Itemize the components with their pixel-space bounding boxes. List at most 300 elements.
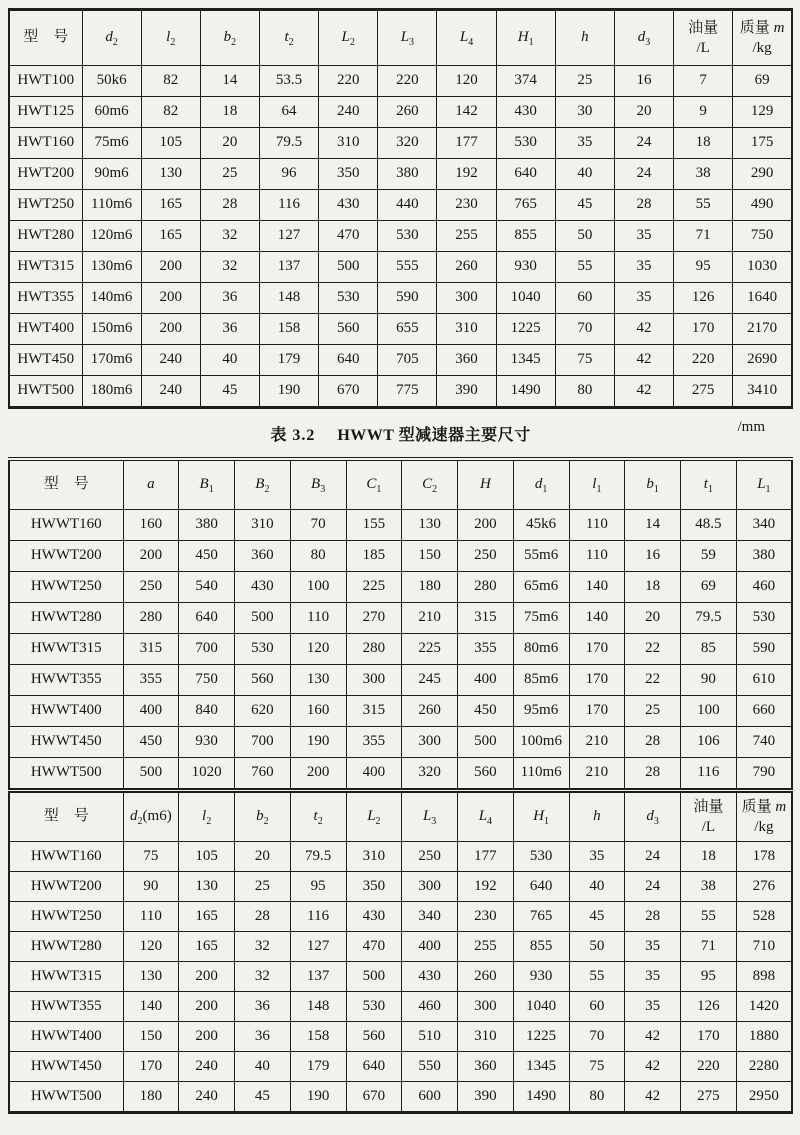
value-cell: 1640 — [733, 283, 792, 314]
value-cell: 75 — [123, 842, 179, 872]
value-cell: 710 — [736, 932, 792, 962]
value-cell: 200 — [290, 758, 346, 791]
value-cell: 127 — [290, 932, 346, 962]
value-cell: 96 — [259, 159, 318, 190]
table-row — [9, 510, 792, 541]
value-cell: 190 — [290, 727, 346, 758]
value-cell: 165 — [141, 221, 200, 252]
value-cell: 80 — [290, 541, 346, 572]
value-cell: 25 — [555, 66, 614, 97]
value-cell: 36 — [200, 283, 259, 314]
value-cell: 280 — [346, 634, 402, 665]
value-cell: 930 — [513, 962, 569, 992]
column-header: $L_3$ — [402, 791, 458, 842]
value-cell: 120 — [123, 932, 179, 962]
value-cell: 55 — [569, 962, 625, 992]
table-row — [9, 758, 792, 791]
value-cell: 290 — [733, 159, 792, 190]
value-cell: 1225 — [496, 314, 555, 345]
value-cell: 40 — [569, 872, 625, 902]
value-cell: 1030 — [733, 252, 792, 283]
value-cell: 170 — [569, 665, 625, 696]
value-cell: 24 — [625, 842, 681, 872]
value-cell: 79.5 — [259, 128, 318, 159]
table-row — [9, 221, 792, 252]
value-cell: 28 — [235, 902, 291, 932]
column-header: $d_2$ — [82, 10, 141, 66]
value-cell: 2690 — [733, 345, 792, 376]
value-cell: 310 — [437, 314, 496, 345]
value-cell: 1880 — [736, 1022, 792, 1052]
value-cell: 200 — [141, 252, 200, 283]
value-cell: 430 — [319, 190, 378, 221]
value-cell: 200 — [179, 992, 235, 1022]
value-cell: 35 — [614, 221, 673, 252]
value-cell: 190 — [259, 376, 318, 408]
value-cell: 55 — [674, 190, 733, 221]
model-cell: HWWT400 — [9, 696, 123, 727]
model-cell: HWWT500 — [9, 1082, 123, 1113]
value-cell: 126 — [674, 283, 733, 314]
value-cell: 660 — [736, 696, 792, 727]
model-cell: HWT400 — [9, 314, 82, 345]
value-cell: 160 — [290, 696, 346, 727]
hwt-dimension-table — [8, 8, 793, 409]
hwwt-section-b-header-row — [9, 791, 792, 842]
value-cell: 560 — [235, 665, 291, 696]
value-cell: 500 — [346, 962, 402, 992]
value-cell: 165 — [141, 190, 200, 221]
value-cell: 470 — [346, 932, 402, 962]
value-cell: 360 — [437, 345, 496, 376]
model-cell: HWT200 — [9, 159, 82, 190]
value-cell: 192 — [458, 872, 514, 902]
value-cell: 300 — [402, 872, 458, 902]
value-cell: 200 — [141, 283, 200, 314]
value-cell: 150m6 — [82, 314, 141, 345]
column-header: $b_2$ — [200, 10, 259, 66]
value-cell: 177 — [458, 842, 514, 872]
value-cell: 28 — [625, 758, 681, 791]
value-cell: 100 — [290, 572, 346, 603]
value-cell: 760 — [235, 758, 291, 791]
value-cell: 7 — [674, 66, 733, 97]
value-cell: 158 — [290, 1022, 346, 1052]
value-cell: 310 — [346, 842, 402, 872]
table-row — [9, 603, 792, 634]
column-header: $L_4$ — [458, 791, 514, 842]
value-cell: 750 — [733, 221, 792, 252]
value-cell: 450 — [179, 541, 235, 572]
value-cell: 129 — [733, 97, 792, 128]
value-cell: 500 — [319, 252, 378, 283]
value-cell: 315 — [123, 634, 179, 665]
value-cell: 350 — [319, 159, 378, 190]
column-header: $d_3$ — [625, 791, 681, 842]
value-cell: 170 — [569, 696, 625, 727]
value-cell: 700 — [235, 727, 291, 758]
model-cell: HWWT355 — [9, 992, 123, 1022]
value-cell: 18 — [681, 842, 737, 872]
value-cell: 300 — [402, 727, 458, 758]
value-cell: 95 — [681, 962, 737, 992]
value-cell: 95m6 — [513, 696, 569, 727]
value-cell: 79.5 — [290, 842, 346, 872]
value-cell: 790 — [736, 758, 792, 791]
value-cell: 105 — [141, 128, 200, 159]
value-cell: 170 — [674, 314, 733, 345]
value-cell: 255 — [458, 932, 514, 962]
value-cell: 110m6 — [82, 190, 141, 221]
value-cell: 640 — [496, 159, 555, 190]
value-cell: 38 — [674, 159, 733, 190]
value-cell: 150 — [123, 1022, 179, 1052]
value-cell: 50 — [555, 221, 614, 252]
value-cell: 82 — [141, 66, 200, 97]
value-cell: 90 — [123, 872, 179, 902]
column-header: 油量 /L — [674, 10, 733, 66]
value-cell: 24 — [625, 872, 681, 902]
value-cell: 140 — [123, 992, 179, 1022]
value-cell: 775 — [378, 376, 437, 408]
value-cell: 640 — [179, 603, 235, 634]
value-cell: 158 — [259, 314, 318, 345]
value-cell: 530 — [235, 634, 291, 665]
value-cell: 165 — [179, 902, 235, 932]
value-cell: 240 — [141, 345, 200, 376]
value-cell: 430 — [496, 97, 555, 128]
value-cell: 255 — [437, 221, 496, 252]
column-header: $B_3$ — [290, 459, 346, 510]
model-cell: HWT125 — [9, 97, 82, 128]
value-cell: 180m6 — [82, 376, 141, 408]
table-row — [9, 696, 792, 727]
value-cell: 75 — [569, 1052, 625, 1082]
value-cell: 155 — [346, 510, 402, 541]
value-cell: 300 — [458, 992, 514, 1022]
value-cell: 180 — [123, 1082, 179, 1113]
value-cell: 179 — [259, 345, 318, 376]
table-row — [9, 97, 792, 128]
value-cell: 490 — [733, 190, 792, 221]
value-cell: 160 — [123, 510, 179, 541]
value-cell: 60 — [555, 283, 614, 314]
value-cell: 36 — [235, 1022, 291, 1052]
value-cell: 3410 — [733, 376, 792, 408]
column-header: a — [123, 459, 179, 510]
table-row — [9, 283, 792, 314]
value-cell: 765 — [513, 902, 569, 932]
value-cell: 590 — [736, 634, 792, 665]
table-row — [9, 376, 792, 408]
model-cell: HWWT280 — [9, 603, 123, 634]
model-cell: HWT160 — [9, 128, 82, 159]
value-cell: 140m6 — [82, 283, 141, 314]
value-cell: 105 — [179, 842, 235, 872]
value-cell: 390 — [437, 376, 496, 408]
value-cell: 560 — [458, 758, 514, 791]
column-header: $B_2$ — [235, 459, 291, 510]
value-cell: 90m6 — [82, 159, 141, 190]
value-cell: 930 — [496, 252, 555, 283]
value-cell: 240 — [141, 376, 200, 408]
value-cell: 528 — [736, 902, 792, 932]
value-cell: 1490 — [513, 1082, 569, 1113]
value-cell: 32 — [235, 932, 291, 962]
value-cell: 80 — [555, 376, 614, 408]
value-cell: 275 — [681, 1082, 737, 1113]
value-cell: 45 — [200, 376, 259, 408]
value-cell: 640 — [346, 1052, 402, 1082]
value-cell: 18 — [625, 572, 681, 603]
value-cell: 40 — [235, 1052, 291, 1082]
value-cell: 148 — [259, 283, 318, 314]
value-cell: 150 — [402, 541, 458, 572]
value-cell: 95 — [674, 252, 733, 283]
value-cell: 42 — [614, 345, 673, 376]
column-header: 型 号 — [9, 459, 123, 510]
value-cell: 130 — [141, 159, 200, 190]
value-cell: 185 — [346, 541, 402, 572]
value-cell: 140 — [569, 603, 625, 634]
value-cell: 25 — [200, 159, 259, 190]
value-cell: 310 — [458, 1022, 514, 1052]
column-header: 型 号 — [9, 10, 82, 66]
value-cell: 380 — [378, 159, 437, 190]
table-row — [9, 1022, 792, 1052]
column-header: $L_4$ — [437, 10, 496, 66]
value-cell: 71 — [681, 932, 737, 962]
table-row — [9, 665, 792, 696]
value-cell: 200 — [179, 1022, 235, 1052]
value-cell: 170m6 — [82, 345, 141, 376]
value-cell: 70 — [569, 1022, 625, 1052]
value-cell: 14 — [200, 66, 259, 97]
model-cell: HWT315 — [9, 252, 82, 283]
table-row — [9, 992, 792, 1022]
value-cell: 260 — [378, 97, 437, 128]
value-cell: 120 — [290, 634, 346, 665]
column-header: $d_2(m6)$ — [123, 791, 179, 842]
value-cell: 355 — [346, 727, 402, 758]
model-cell: HWWT315 — [9, 962, 123, 992]
column-header: $L_2$ — [319, 10, 378, 66]
model-cell: HWT280 — [9, 221, 82, 252]
value-cell: 210 — [402, 603, 458, 634]
value-cell: 175 — [733, 128, 792, 159]
hwt-table-body — [9, 66, 792, 408]
model-cell: HWWT450 — [9, 1052, 123, 1082]
value-cell: 50k6 — [82, 66, 141, 97]
value-cell: 55 — [555, 252, 614, 283]
value-cell: 220 — [681, 1052, 737, 1082]
model-cell: HWWT500 — [9, 758, 123, 791]
value-cell: 300 — [346, 665, 402, 696]
value-cell: 85 — [681, 634, 737, 665]
value-cell: 28 — [200, 190, 259, 221]
value-cell: 130m6 — [82, 252, 141, 283]
value-cell: 1040 — [496, 283, 555, 314]
value-cell: 60m6 — [82, 97, 141, 128]
model-cell: HWWT250 — [9, 902, 123, 932]
value-cell: 250 — [402, 842, 458, 872]
value-cell: 38 — [681, 872, 737, 902]
value-cell: 390 — [458, 1082, 514, 1113]
value-cell: 1420 — [736, 992, 792, 1022]
value-cell: 130 — [123, 962, 179, 992]
value-cell: 20 — [200, 128, 259, 159]
value-cell: 53.5 — [259, 66, 318, 97]
value-cell: 200 — [458, 510, 514, 541]
hwwt-dimension-table — [8, 457, 793, 1114]
value-cell: 530 — [496, 128, 555, 159]
value-cell: 75m6 — [82, 128, 141, 159]
model-cell: HWT500 — [9, 376, 82, 408]
table-row — [9, 190, 792, 221]
column-header: $L_1$ — [736, 459, 792, 510]
value-cell: 55m6 — [513, 541, 569, 572]
value-cell: 400 — [458, 665, 514, 696]
value-cell: 59 — [681, 541, 737, 572]
column-header: $L_3$ — [378, 10, 437, 66]
value-cell: 36 — [200, 314, 259, 345]
value-cell: 79.5 — [681, 603, 737, 634]
value-cell: 70 — [555, 314, 614, 345]
value-cell: 200 — [123, 541, 179, 572]
value-cell: 500 — [123, 758, 179, 791]
value-cell: 276 — [736, 872, 792, 902]
table-row — [9, 872, 792, 902]
column-header: $b_2$ — [235, 791, 291, 842]
value-cell: 430 — [346, 902, 402, 932]
value-cell: 250 — [458, 541, 514, 572]
value-cell: 28 — [614, 190, 673, 221]
value-cell: 280 — [458, 572, 514, 603]
value-cell: 42 — [614, 314, 673, 345]
value-cell: 177 — [437, 128, 496, 159]
value-cell: 530 — [346, 992, 402, 1022]
value-cell: 450 — [458, 696, 514, 727]
column-header: H — [458, 459, 514, 510]
value-cell: 610 — [736, 665, 792, 696]
value-cell: 855 — [496, 221, 555, 252]
value-cell: 22 — [625, 665, 681, 696]
table-row — [9, 842, 792, 872]
value-cell: 340 — [402, 902, 458, 932]
value-cell: 18 — [200, 97, 259, 128]
table-row — [9, 932, 792, 962]
value-cell: 220 — [674, 345, 733, 376]
value-cell: 355 — [458, 634, 514, 665]
value-cell: 24 — [614, 128, 673, 159]
column-header: $t_2$ — [259, 10, 318, 66]
column-header: h — [569, 791, 625, 842]
value-cell: 35 — [625, 992, 681, 1022]
model-cell: HWT100 — [9, 66, 82, 97]
value-cell: 1225 — [513, 1022, 569, 1052]
column-header: $t_2$ — [290, 791, 346, 842]
table-row — [9, 252, 792, 283]
value-cell: 260 — [437, 252, 496, 283]
value-cell: 28 — [625, 727, 681, 758]
value-cell: 45 — [569, 902, 625, 932]
table-number: 表 3.2 — [270, 426, 316, 444]
column-header: $l_1$ — [569, 459, 625, 510]
value-cell: 9 — [674, 97, 733, 128]
value-cell: 126 — [681, 992, 737, 1022]
table-row — [9, 159, 792, 190]
value-cell: 210 — [569, 727, 625, 758]
model-cell: HWWT250 — [9, 572, 123, 603]
value-cell: 165 — [179, 932, 235, 962]
value-cell: 42 — [625, 1052, 681, 1082]
column-header: $C_2$ — [402, 459, 458, 510]
value-cell: 127 — [259, 221, 318, 252]
value-cell: 100m6 — [513, 727, 569, 758]
value-cell: 400 — [346, 758, 402, 791]
hwt-header-row — [9, 10, 792, 66]
value-cell: 106 — [681, 727, 737, 758]
value-cell: 110 — [569, 541, 625, 572]
value-cell: 42 — [625, 1022, 681, 1052]
value-cell: 32 — [235, 962, 291, 992]
value-cell: 90 — [681, 665, 737, 696]
value-cell: 42 — [625, 1082, 681, 1113]
value-cell: 350 — [346, 872, 402, 902]
value-cell: 170 — [569, 634, 625, 665]
model-cell: HWWT280 — [9, 932, 123, 962]
value-cell: 16 — [625, 541, 681, 572]
value-cell: 116 — [681, 758, 737, 791]
value-cell: 245 — [402, 665, 458, 696]
value-cell: 280 — [123, 603, 179, 634]
value-cell: 30 — [555, 97, 614, 128]
column-header: 型 号 — [9, 791, 123, 842]
value-cell: 930 — [179, 727, 235, 758]
value-cell: 24 — [614, 159, 673, 190]
value-cell: 555 — [378, 252, 437, 283]
value-cell: 180 — [402, 572, 458, 603]
table-row — [9, 634, 792, 665]
value-cell: 1040 — [513, 992, 569, 1022]
value-cell: 530 — [319, 283, 378, 314]
value-cell: 750 — [179, 665, 235, 696]
value-cell: 110 — [290, 603, 346, 634]
value-cell: 450 — [123, 727, 179, 758]
value-cell: 25 — [625, 696, 681, 727]
value-cell: 670 — [319, 376, 378, 408]
value-cell: 2280 — [736, 1052, 792, 1082]
value-cell: 500 — [235, 603, 291, 634]
column-header: $L_2$ — [346, 791, 402, 842]
value-cell: 310 — [319, 128, 378, 159]
value-cell: 640 — [513, 872, 569, 902]
value-cell: 1490 — [496, 376, 555, 408]
value-cell: 148 — [290, 992, 346, 1022]
value-cell: 340 — [736, 510, 792, 541]
value-cell: 2950 — [736, 1082, 792, 1113]
value-cell: 898 — [736, 962, 792, 992]
value-cell: 400 — [123, 696, 179, 727]
value-cell: 40 — [555, 159, 614, 190]
model-cell: HWWT160 — [9, 510, 123, 541]
value-cell: 700 — [179, 634, 235, 665]
value-cell: 130 — [179, 872, 235, 902]
value-cell: 42 — [614, 376, 673, 408]
column-header: $d_3$ — [614, 10, 673, 66]
value-cell: 600 — [402, 1082, 458, 1113]
value-cell: 130 — [402, 510, 458, 541]
